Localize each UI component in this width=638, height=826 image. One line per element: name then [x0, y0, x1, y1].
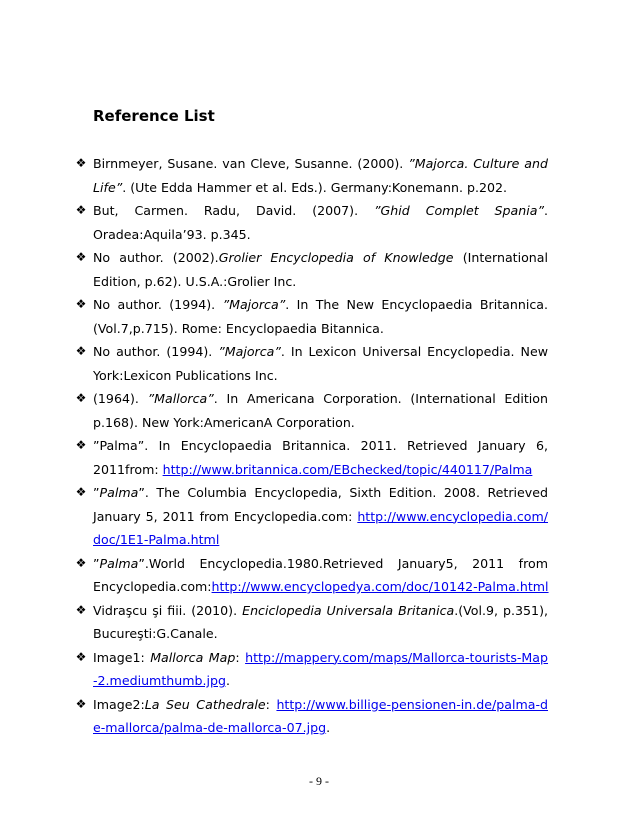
reference-link[interactable]: http://www.britannica.com/EBchecked/topic/440117/Palma	[162, 461, 533, 477]
reference-item: ❖ Image1: Mallorca Map: http://mappery.com/maps/Mallorca-tourists-Map-2.mediumthumb.jpg.	[74, 646, 548, 693]
reference-item: ❖ But, Carmen. Radu, David. (2007). ”Ghid Complet Spania”. Oradea:Aquila’93. p.345.	[74, 199, 548, 246]
diamond-bullet-icon: ❖	[75, 344, 87, 358]
diamond-bullet-icon: ❖	[75, 555, 87, 570]
diamond-bullet-icon: ❖	[75, 297, 87, 311]
diamond-bullet-icon: ❖	[75, 602, 87, 617]
reference-link[interactable]: http://www.billige-pensionen-in.de/palma-de-mallorca/palma-de-mallorca-07.jpg	[93, 696, 549, 735]
reference-item: ❖ Birnmeyer, Susane. van Cleve, Susanne. (2000). ”Majorca. Culture and Life”. (Ute Edda Hammer et al. Eds.). Germany:Konemann. p.202.	[74, 152, 548, 199]
reference-item: ❖ Image2:La Seu Cathedrale: http://www.billige-pensionen-in.de/palma-de-mallorca/palma-de-mallorca-07.jpg.	[74, 693, 548, 740]
reference-item: ❖ ”Palma”. The Columbia Encyclopedia, Sixth Edition. 2008. Retrieved January 5, 2011 from Encyclopedia.com: http://www.encyclopedia.com/doc/1E1-Palma.html	[74, 481, 548, 552]
reference-item: ❖ (1964). ”Mallorca”. In Americana Corporation. (International Edition p.168). New York:AmericanA Corporation.	[74, 387, 548, 434]
diamond-bullet-icon: ❖	[75, 391, 87, 405]
page-number: - 9 -	[309, 774, 329, 788]
diamond-bullet-icon: ❖	[75, 696, 87, 711]
reference-link[interactable]: http://www.encyclopedia.com/doc/1E1-Palma.html	[93, 508, 548, 547]
reference-item: ❖ Vidraşcu şi fiii. (2010). Enciclopedia Universala Britanica.(Vol.9, p.351), Bucureşti:G.Canale.	[74, 599, 548, 646]
reference-item: ❖ No author. (1994). ”Majorca”. In The New Encyclopaedia Britannica. (Vol.7,p.715). Rome: Encyclopaedia Bitannica.	[74, 293, 548, 340]
diamond-bullet-icon: ❖	[75, 250, 87, 264]
reference-item: ❖ No author. (2002).Grolier Encyclopedia of Knowledge (International Edition, p.62). U.S.A.:Grolier Inc.	[74, 246, 548, 293]
diamond-bullet-icon: ❖	[75, 485, 87, 499]
diamond-bullet-icon: ❖	[75, 438, 87, 452]
reference-item: ❖ ”Palma”.World Encyclopedia.1980.Retrieved January5, 2011 from Encyclopedia.com:http://www.encyclopedya.com/doc/10142-Palma.html	[74, 552, 548, 599]
diamond-bullet-icon: ❖	[75, 649, 87, 664]
reference-link[interactable]: http://www.encyclopedya.com/doc/10142-Palma.html	[211, 579, 549, 594]
page-heading: Reference List	[93, 107, 215, 125]
reference-link[interactable]: http://mappery.com/maps/Mallorca-tourists-Map-2.mediumthumb.jpg	[93, 649, 549, 688]
diamond-bullet-icon: ❖	[75, 156, 87, 170]
reference-list	[74, 152, 548, 740]
diamond-bullet-icon: ❖	[75, 203, 87, 217]
reference-item: ❖ No author. (1994). ”Majorca”. In Lexicon Universal Encyclopedia. New York:Lexicon Publications Inc.	[74, 340, 548, 387]
reference-item: ❖ ”Palma”. In Encyclopaedia Britannica. 2011. Retrieved January 6, 2011from: http://www.britannica.com/EBchecked/topic/440117/Palma	[74, 434, 548, 481]
